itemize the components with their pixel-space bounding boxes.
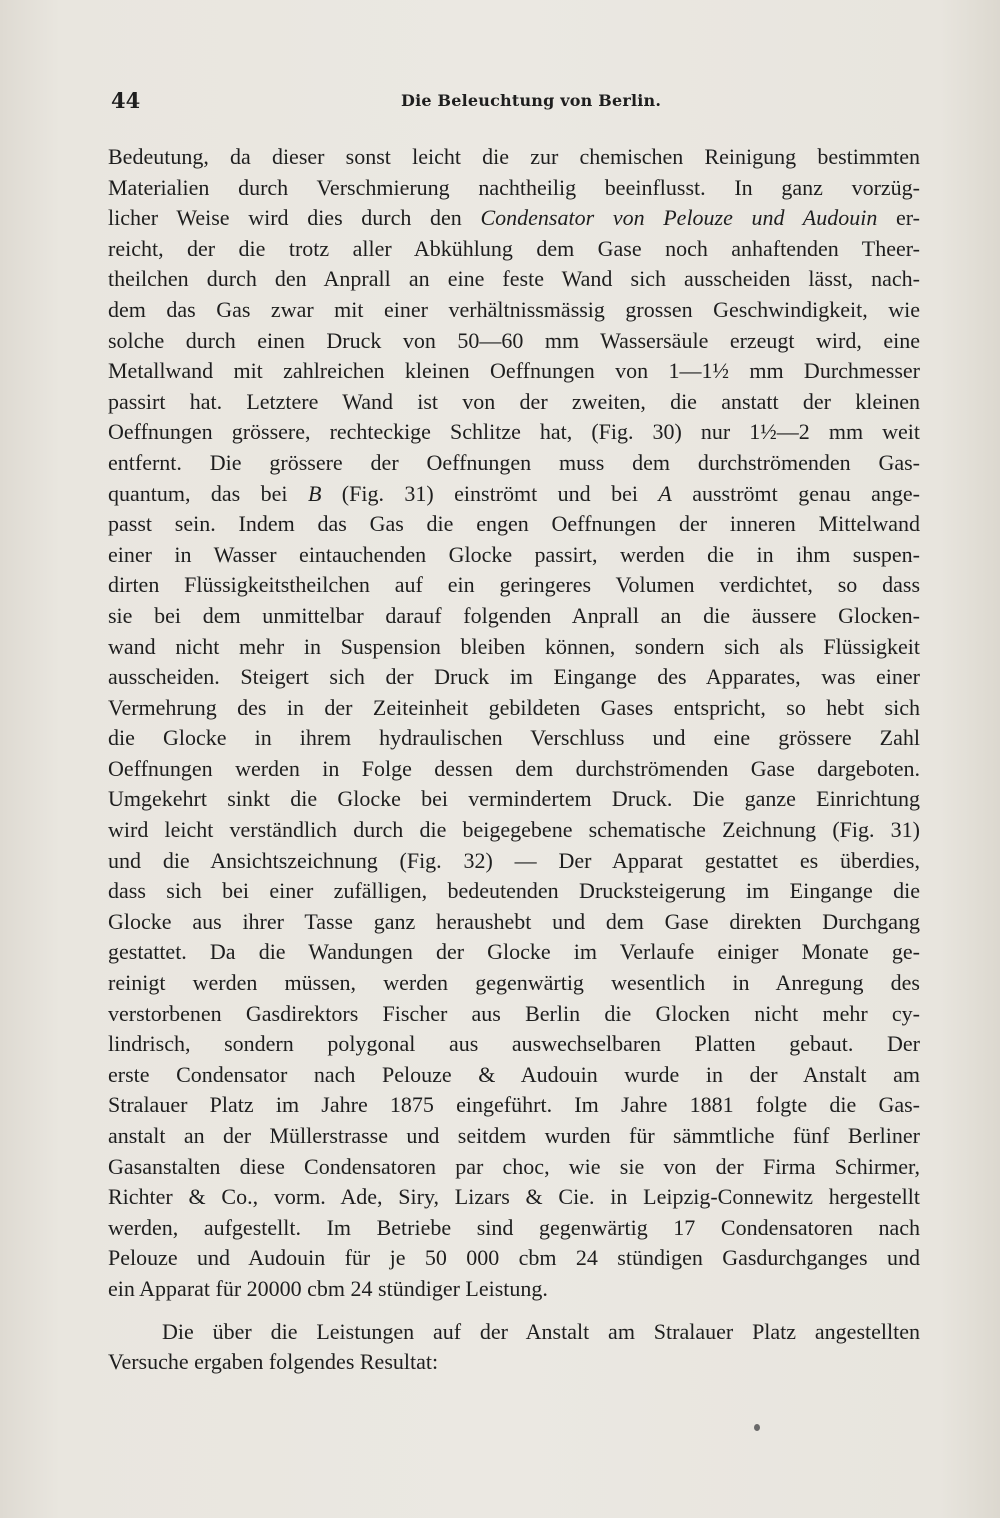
text-line: Bedeutung, da dieser sonst leicht die zur chemischen Reinigung bestimmten: [108, 144, 920, 169]
text-line: reicht, der die trotz aller Abkühlung dem Gase noch anhaftenden Theer-: [108, 235, 920, 261]
text-line: dem das Gas zwar mit einer verhältnissmässig grossen Geschwindigkeit, wie: [108, 296, 920, 322]
text-line: einer in Wasser eintauchenden Glocke passirt, werden die in ihm suspen-: [108, 541, 920, 567]
text-line: ausscheiden. Steigert sich der Druck im Eingange des Apparates, was einer: [108, 664, 920, 690]
paragraph-condensator: [108, 142, 920, 1305]
text-line: Materialien durch Verschmierung nachtheilig beeinflusst. In ganz vorzüg-: [108, 174, 920, 200]
text-line: gestattet. Da die Wandungen der Glocke im Verlaufe einiger Monate ge-: [108, 939, 920, 965]
text-line: erste Condensator nach Pelouze & Audouin wurde in der Anstalt am: [108, 1061, 920, 1087]
text-line: ein Apparat für 20000 cbm 24 stündiger Leistung.: [108, 1275, 548, 1301]
text-line: solche durch einen Druck von 50—60 mm Wassersäule erzeugt wird, eine: [108, 327, 920, 353]
running-title: Die Beleuchtung von Berlin.: [401, 91, 662, 110]
page-header: [111, 88, 913, 118]
text-line: dirten Flüssigkeitstheilchen auf ein geringeres Volumen verdichtet, so dass: [108, 572, 920, 598]
paragraph-results-intro: [108, 1317, 920, 1378]
text-line: anstalt an der Müllerstrasse und seitdem wurden für sämmtliche fünf Berliner: [108, 1123, 920, 1148]
text-line: passirt hat. Letztere Wand ist von der zweiten, die anstatt der kleinen: [108, 388, 920, 414]
text-line: und die Ansichtszeichnung (Fig. 32) — Der Apparat gestattet es überdies,: [108, 847, 920, 873]
body-text: [108, 142, 920, 1378]
text-line: entfernt. Die grössere der Oeffnungen muss dem durchströmenden Gas-: [108, 449, 920, 475]
text-line: Gasanstalten diese Condensatoren par choc, wie sie von der Firma Schirmer,: [108, 1153, 920, 1179]
text-line: werden, aufgestellt. Im Betriebe sind gegenwärtig 17 Condensatoren nach: [108, 1214, 920, 1240]
text-line: sie bei dem unmittelbar darauf folgenden Anprall an die äussere Glocken-: [108, 602, 920, 628]
text-line: verstorbenen Gasdirektors Fischer aus Berlin die Glocken nicht mehr cy-: [108, 1000, 920, 1026]
text-line: quantum, das bei B (Fig. 31) einströmt und bei A ausströmt genau ange-: [108, 480, 920, 506]
text-line: wird leicht verständlich durch die beigegebene schematische Zeichnung (Fig. 31): [108, 817, 920, 843]
text-line: Pelouze und Audouin für je 50 000 cbm 24 stündigen Gasdurchganges und: [108, 1245, 920, 1271]
paper-speck: [754, 1424, 760, 1431]
text-line: Die über die Leistungen auf der Anstalt am Stralauer Platz angestellten: [162, 1318, 920, 1344]
text-line: Oeffnungen grössere, rechteckige Schlitze hat, (Fig. 30) nur 1½—2 mm weit: [108, 419, 920, 445]
text-line: Vermehrung des in der Zeiteinheit gebildeten Gases entspricht, so hebt sich: [108, 694, 920, 720]
text-line: Stralauer Platz im Jahre 1875 eingeführt. Im Jahre 1881 folgte die Gas-: [108, 1092, 920, 1118]
text-line: theilchen durch den Anprall an eine feste Wand sich ausscheiden lässt, nach-: [108, 266, 920, 292]
text-line: wand nicht mehr in Suspension bleiben können, sondern sich als Flüssigkeit: [108, 633, 920, 659]
text-line: dass sich bei einer zufälligen, bedeutenden Drucksteigerung im Eingange die: [108, 878, 920, 904]
text-line: Glocke aus ihrer Tasse ganz heraushebt und dem Gase direkten Durchgang: [108, 908, 920, 934]
page-number: 44: [111, 88, 141, 113]
text-line: Umgekehrt sinkt die Glocke bei vermindertem Druck. Die ganze Einrichtung: [108, 786, 920, 812]
text-line: licher Weise wird dies durch den Condensator von Pelouze und Audouin er-: [108, 205, 920, 231]
text-line: Richter & Co., vorm. Ade, Siry, Lizars & Cie. in Leipzig-Connewitz hergestellt: [108, 1184, 920, 1210]
text-line: lindrisch, sondern polygonal aus auswechselbaren Platten gebaut. Der: [108, 1031, 920, 1057]
text-line: Metallwand mit zahlreichen kleinen Oeffnungen von 1—1½ mm Durchmesser: [108, 358, 920, 384]
text-line: passt sein. Indem das Gas die engen Oeffnungen der inneren Mittelwand: [108, 511, 920, 537]
text-line: Versuche ergaben folgendes Resultat:: [108, 1349, 439, 1375]
text-line: Oeffnungen werden in Folge dessen dem durchströmenden Gase dargeboten.: [108, 755, 920, 781]
text-line: reinigt werden müssen, werden gegenwärtig wesentlich in Anregung des: [108, 970, 920, 996]
text-line: die Glocke in ihrem hydraulischen Verschluss und eine grössere Zahl: [108, 725, 920, 751]
